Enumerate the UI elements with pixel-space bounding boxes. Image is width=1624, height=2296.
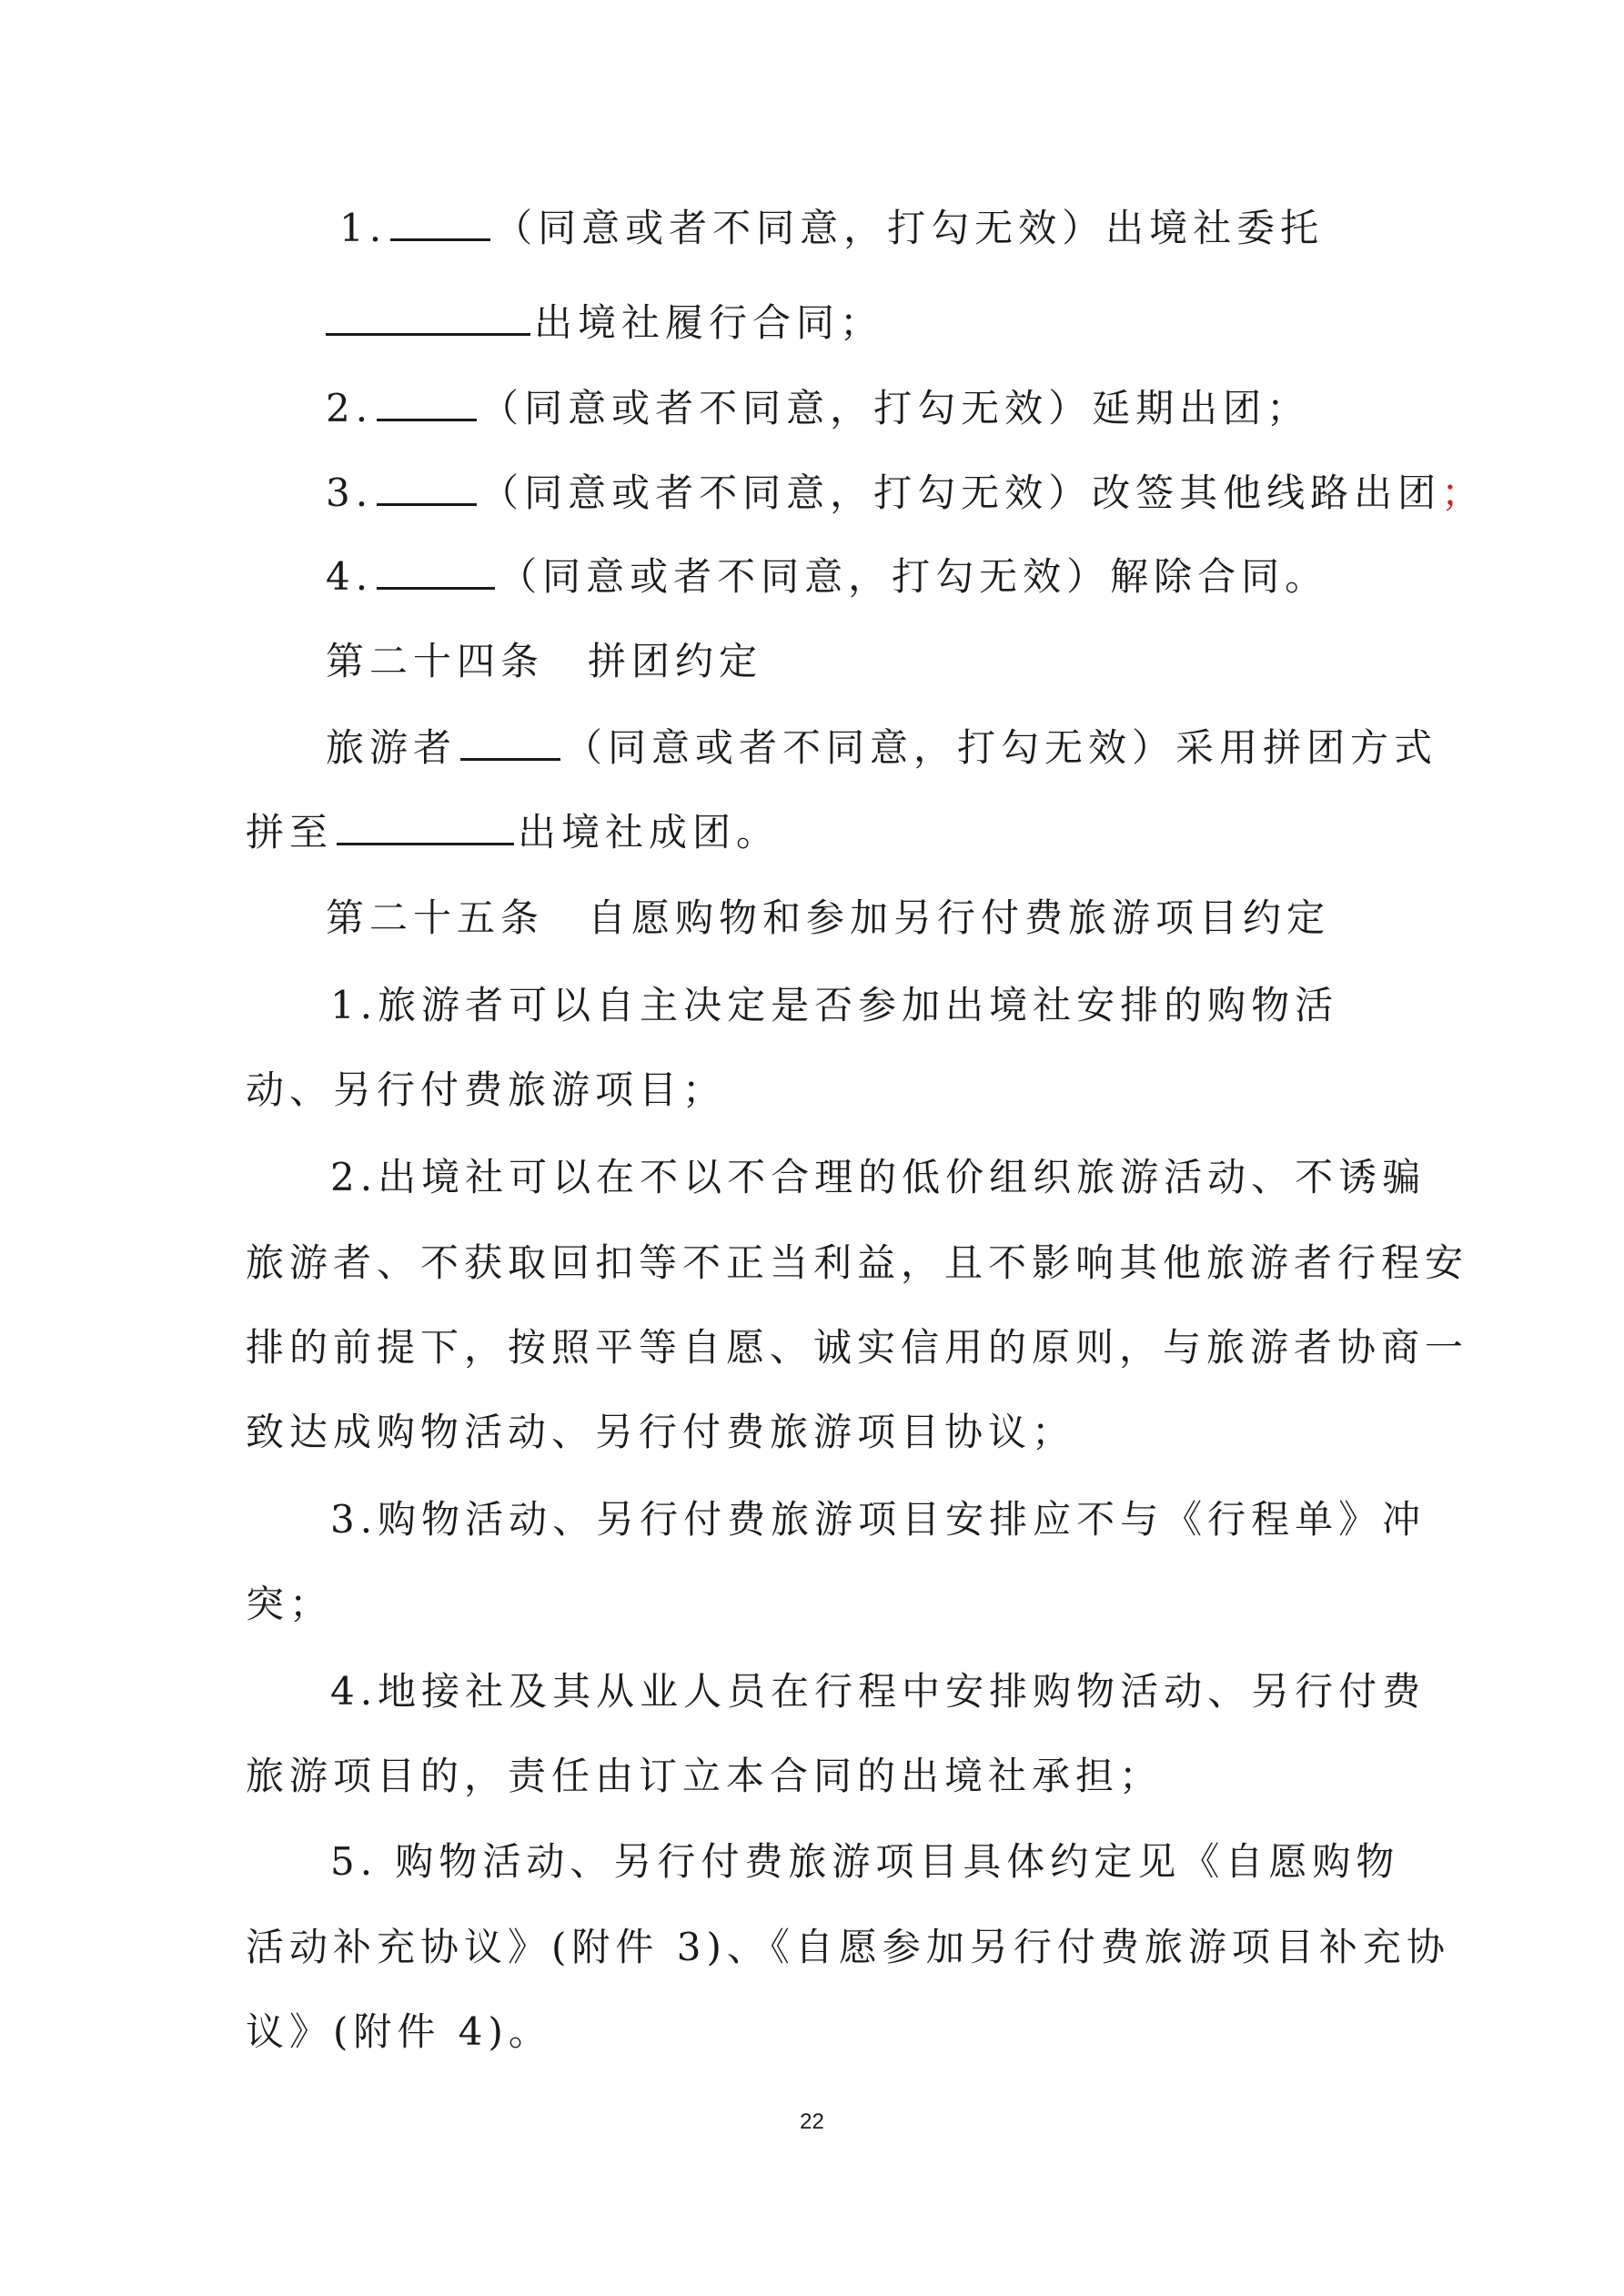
fill-blank[interactable] [460,722,560,761]
page-number: 22 [800,2109,824,2134]
clause-4-option: 4. （同意或者不同意，打勾无效）解除合同。 [326,551,1328,602]
article-25-item-2-cont: 旅游者、不获取回扣等不正当利益，且不影响其他旅游者行程安 [246,1240,1469,1285]
article-25-item-3: 3.购物活动、另行付费旅游项目安排应不与《行程单》冲 [330,1497,1427,1542]
clause-1-option: 1. （同意或者不同意，打勾无效）出境社委托 [339,202,1324,254]
article-24-body: 旅游者 （同意或者不同意，打勾无效）采用拼团方式 [326,722,1437,774]
fill-blank[interactable] [377,382,477,421]
article-25-item-2-cont: 致达成购物活动、另行付费旅游项目协议； [246,1410,1076,1454]
article-25-item-4: 4.地接社及其从业人员在行程中安排购物活动、另行付费 [330,1669,1427,1714]
article-25-item-1: 1.旅游者可以自主决定是否参加出境社安排的购物活 [330,983,1339,1027]
clause-1-continuation: 出境社履行合同； [326,297,883,349]
article-25-item-3-cont: 突； [246,1582,334,1626]
clause-3-option: 3. （同意或者不同意，打勾无效）改签其他线路出团； [326,467,1485,519]
fill-blank[interactable] [326,297,530,336]
article-25-item-5: 5. 购物活动、另行付费旅游项目具体约定见《自愿购物 [330,1839,1400,1884]
article-25-item-1-cont: 动、另行付费旅游项目； [246,1067,727,1112]
article-25-heading: 第二十五条 自愿购物和参加另行付费旅游项目约定 [326,895,1331,940]
article-24-body-cont: 拼至 出境社成团。 [246,806,780,858]
article-25-item-2-cont: 排的前提下，按照平等自愿、诚实信用的原则，与旅游者协商一 [246,1325,1469,1370]
article-24-heading: 第二十四条 拼团约定 [326,639,763,683]
fill-blank[interactable] [377,467,477,506]
article-25-item-5-cont: 议》(附件 4)。 [246,2009,552,2054]
clause-2-option: 2. （同意或者不同意，打勾无效）延期出团； [326,382,1310,434]
fill-blank[interactable] [337,806,514,845]
article-25-item-5-cont: 活动补充协议》(附件 3)、《自愿参加另行付费旅游项目补充协 [246,1925,1450,1969]
article-25-item-2: 2.出境社可以在不以不合理的低价组织旅游活动、不诱骗 [330,1155,1427,1199]
fill-blank[interactable] [390,202,490,241]
article-25-item-4-cont: 旅游项目的，责任由订立本合同的出境社承担； [246,1754,1164,1798]
fill-blank[interactable] [377,551,495,590]
